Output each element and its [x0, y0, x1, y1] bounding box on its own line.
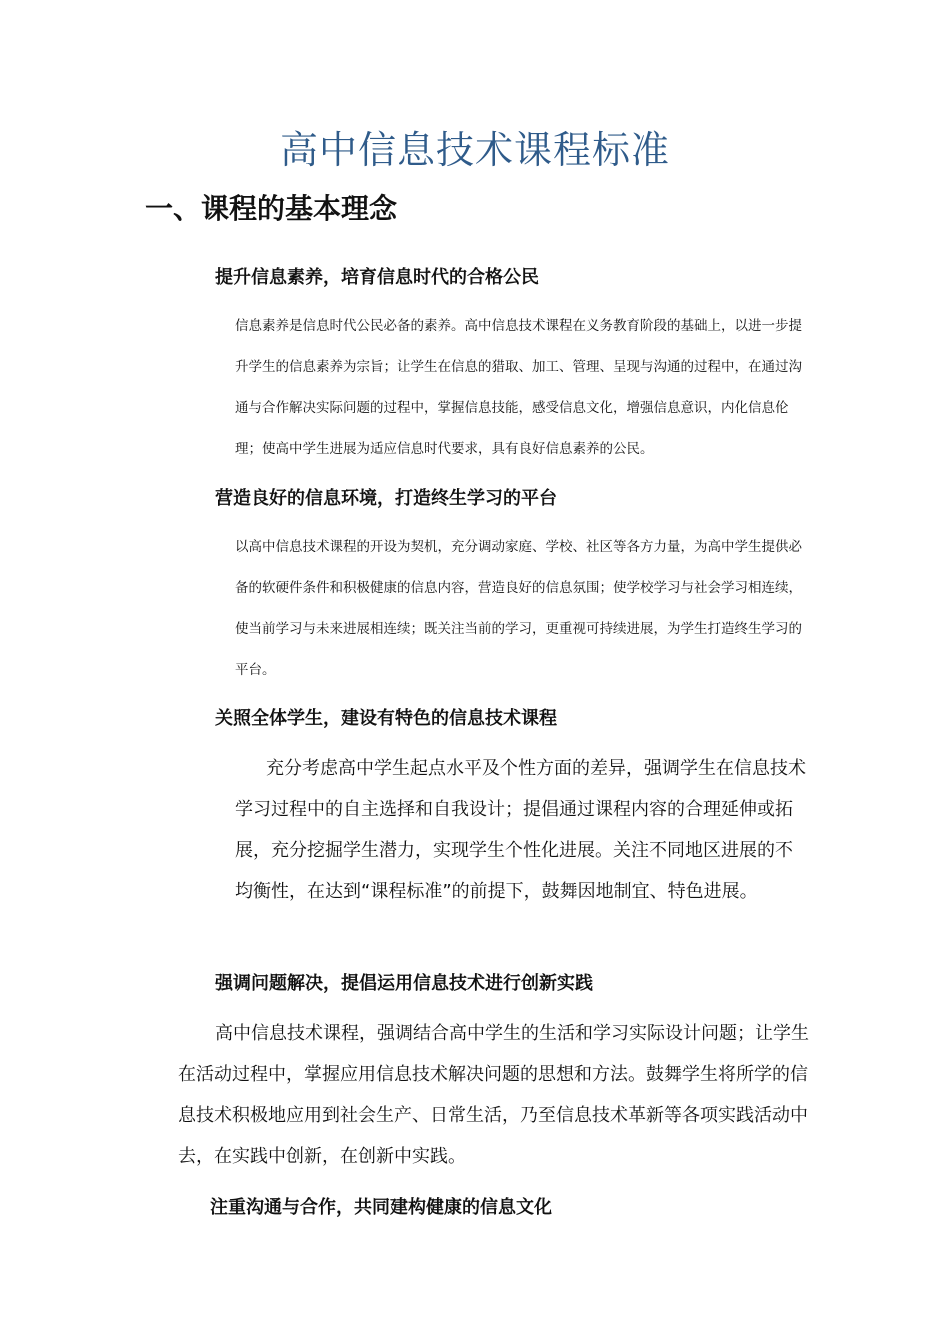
subsection-body-4: 高中信息技术课程，强调结合高中学生的生活和学习实际设计问题；让学生在活动过程中，掌握应用信息技术解决问题的思想和方法。鼓舞学生将所学的信息技术积极地应用到社会生产、日常生活，乃至信息技术革新等各项实践活动中去，在实践中创新，在创新中实践。	[178, 1023, 809, 1167]
subsection-heading-4: 强调问题解决，提倡运用信息技术进行创新实践	[215, 973, 593, 994]
document-title: 高中信息技术课程标准	[279, 128, 670, 172]
subsection-body-2: 以高中信息技术课程的开设为契机，充分调动家庭、学校、社区等各方力量，为高中学生提供必备的软硬件条件和积极健康的信息内容，营造良好的信息氛围；使学校学习与社会学习相连续，使当前学习与未来进展相连续；既关注当前的学习，更重视可持续进展，为学生打造终生学习的平台。	[235, 539, 802, 678]
subsection-heading-2: 营造良好的信息环境，打造终生学习的平台	[215, 488, 557, 509]
subsection-body-3: 充分考虑高中学生起点水平及个性方面的差异，强调学生在信息技术学习过程中的自主选择和自我设计；提倡通过课程内容的合理延伸或拓展，充分挖掘学生潜力，实现学生个性化进展。关注不同地区进展的不均衡性，在达到“课程标准”的前提下，鼓舞因地制宜、特色进展。	[235, 758, 806, 902]
subsection-body-1: 信息素养是信息时代公民必备的素养。高中信息技术课程在义务教育阶段的基础上，以进一步提升学生的信息素养为宗旨；让学生在信息的猎取、加工、管理、呈现与沟通的过程中，在通过沟通与合作解决实际问题的过程中，掌握信息技能，感受信息文化，增强信息意识，内化信息伦理；使高中学生进展为适应信息时代要求，具有良好信息素养的公民。	[235, 318, 802, 457]
section-heading: 一、课程的基本理念	[145, 192, 398, 225]
subsection-heading-1: 提升信息素养，培育信息时代的合格公民	[215, 267, 539, 288]
subsection-heading-5: 注重沟通与合作，共同建构健康的信息文化	[210, 1197, 552, 1218]
subsection-heading-3: 关照全体学生，建设有特色的信息技术课程	[215, 708, 557, 729]
